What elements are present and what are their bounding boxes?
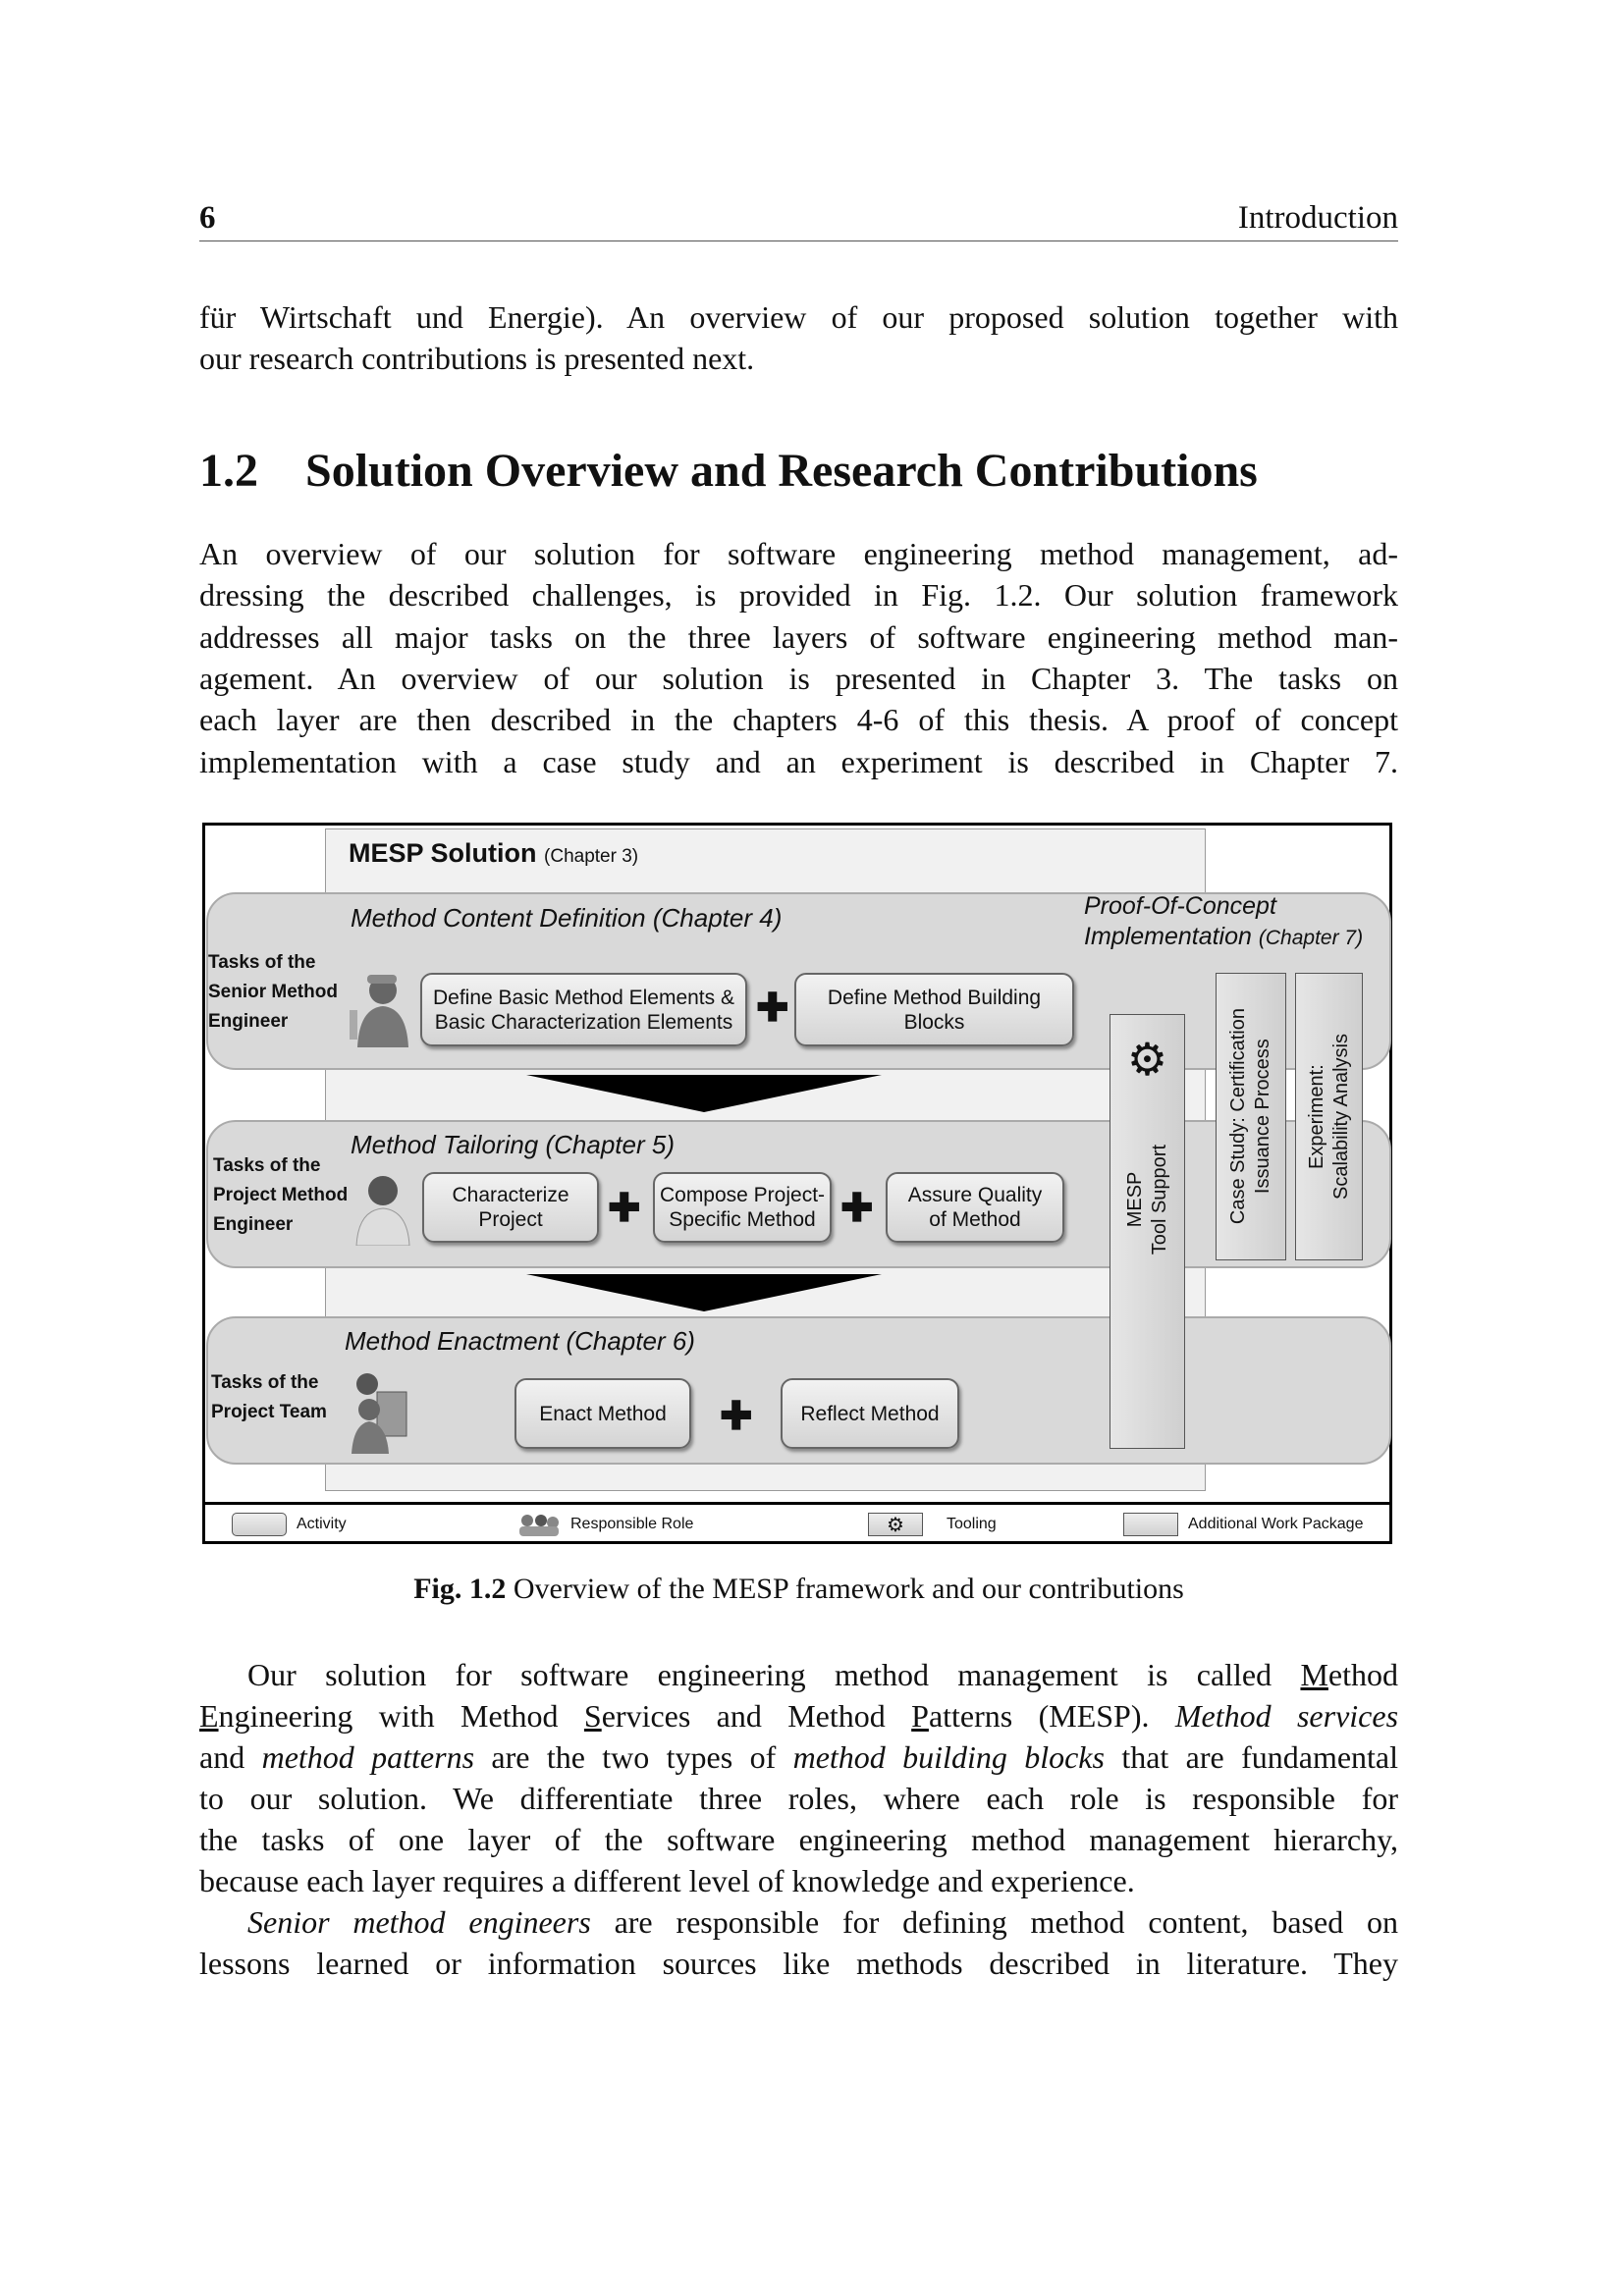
case-study-label: Case Study: Certification Issuance Process: [1227, 1008, 1273, 1225]
para3-line: [199, 1819, 1398, 1860]
tool-support-label: MESP Tool Support: [1123, 1145, 1170, 1255]
para2-line: implementation with a case study and an experiment is described in Chapter 7.: [199, 744, 1398, 779]
case-study-bar: [1216, 973, 1286, 1260]
plus-icon: ✚: [756, 987, 789, 1030]
para4-line: [199, 1943, 1398, 1984]
people-icon: [517, 1513, 561, 1536]
team-icon: [348, 1370, 411, 1454]
para2-line: dressing the described challenges, is provided in Fig. 1.2. Our solution framework: [199, 577, 1398, 613]
text-segment: method building blocks: [792, 1739, 1105, 1775]
poc-title: Proof-Of-Concept Implementation (Chapter 7): [1084, 892, 1364, 950]
layer-title: Method Content Definition (Chapter 4): [351, 903, 783, 933]
para2-line: each layer are then described in the chapters 4-6 of this thesis. A proof of concept: [199, 702, 1398, 737]
text-segment: the tasks of one layer of the software engineering method management hierarchy,: [199, 1822, 1398, 1857]
activity-characterize-project: Characterize Project: [422, 1172, 599, 1243]
gear-wrench-icon: ⚙: [1126, 1034, 1168, 1085]
text-segment: P: [911, 1698, 929, 1734]
text-segment: to our solution. We differentiate three roles, where each role is responsible for: [199, 1781, 1398, 1816]
text-segment: E: [199, 1698, 219, 1734]
gear-icon: ⚙: [868, 1513, 923, 1536]
text-segment: atterns (MESP).: [928, 1698, 1175, 1734]
para1-line: our research contributions is presented next.: [199, 341, 755, 376]
mesp-framework-figure: [202, 823, 1392, 1544]
legend-additional: Additional Work Package: [1123, 1513, 1363, 1536]
text-segment: because each layer requires a different level of knowledge and experience.: [199, 1863, 1135, 1898]
text-segment: M: [1300, 1657, 1328, 1692]
para3-line: [199, 1860, 1398, 1901]
text-segment: are the two types of: [474, 1739, 793, 1775]
para3-line: [199, 1778, 1398, 1819]
caption-label: Fig. 1.2: [413, 1573, 507, 1605]
text-segment: ngineering with Method: [218, 1698, 584, 1734]
text-segment: Method services: [1174, 1698, 1399, 1734]
activity-enact-method: Enact Method: [514, 1378, 691, 1449]
solution-chapter: (Chapter 3): [544, 846, 639, 867]
role-label: Tasks of the Project Team: [211, 1372, 327, 1422]
arrow-down-2: [526, 1274, 882, 1311]
plus-icon: ✚: [840, 1187, 874, 1230]
arrow-down-1: [526, 1075, 882, 1112]
legend-activity: Activity: [232, 1513, 347, 1536]
mesp-tool-support-bar: [1110, 1014, 1185, 1449]
person-icon: [346, 971, 414, 1047]
section-heading: [199, 444, 1398, 498]
legend-tooling: ⚙ Tooling: [868, 1513, 997, 1536]
text-segment: S: [583, 1698, 602, 1734]
legend-role: Responsible Role: [517, 1513, 693, 1536]
para1-line: für Wirtschaft und Energie). An overview of our proposed solution together with: [199, 299, 1398, 335]
text-segment: and: [199, 1739, 262, 1775]
text-segment: that are fundamental: [1104, 1739, 1399, 1775]
role-label: Tasks of the Senior Method Engineer: [208, 952, 338, 1032]
figure-legend: [205, 1502, 1389, 1541]
text-segment: Our solution for software engineering method management is called: [247, 1657, 1301, 1692]
para3-line: [247, 1654, 1398, 1695]
activity-define-basic-method-elements: Define Basic Method Elements & Basic Characterization Elements: [420, 973, 747, 1046]
para3-line: [199, 1695, 1398, 1736]
activity-reflect-method: Reflect Method: [781, 1378, 959, 1449]
role-label: Tasks of the Project Method Engineer: [213, 1155, 349, 1235]
plus-icon: ✚: [608, 1187, 641, 1230]
text-segment: are responsible for defining method content, based on: [590, 1904, 1398, 1940]
para2-line: An overview of our solution for software engineering method management, ad-: [199, 536, 1398, 571]
header-rule: [199, 240, 1398, 241]
para2-line: agement. An overview of our solution is presented in Chapter 3. The tasks on: [199, 661, 1398, 696]
experiment-bar: [1295, 973, 1363, 1260]
caption-text: Overview of the MESP framework and our contributions: [506, 1573, 1184, 1605]
section-title: Solution Overview and Research Contributions: [305, 445, 1258, 497]
activity-compose-project-specific-method: Compose Project-Specific Method: [653, 1172, 832, 1243]
para2-line: addresses all major tasks on the three layers of software engineering method man-: [199, 619, 1398, 655]
text-segment: ervices and Method: [601, 1698, 912, 1734]
running-title: Introduction: [1237, 200, 1398, 236]
plus-icon: ✚: [720, 1395, 753, 1438]
experiment-label: Experiment: Scalability Analysis: [1305, 1034, 1352, 1200]
activity-assure-quality-of-method: Assure Quality of Method: [886, 1172, 1064, 1243]
text-segment: Senior method engineers: [247, 1904, 591, 1940]
para4-line: [247, 1901, 1398, 1943]
para3-line: [199, 1736, 1398, 1778]
person-icon: [352, 1169, 413, 1246]
layer-title: Method Tailoring (Chapter 5): [351, 1130, 675, 1159]
solution-title-text: MESP Solution: [349, 838, 537, 868]
text-segment: lessons learned or information sources like methods described in literature. They: [199, 1946, 1398, 1981]
page-number: 6: [199, 200, 216, 236]
layer-title: Method Enactment (Chapter 6): [345, 1326, 695, 1356]
figure-caption: [199, 1573, 1398, 1606]
section-number: 1.2: [199, 445, 258, 497]
text-segment: ethod: [1327, 1657, 1398, 1692]
additional-swatch: [1123, 1513, 1178, 1536]
activity-define-method-building-blocks: Define Method Building Blocks: [794, 973, 1074, 1046]
text-segment: method patterns: [261, 1739, 475, 1775]
solution-title: [349, 838, 638, 869]
activity-swatch: [232, 1513, 287, 1536]
